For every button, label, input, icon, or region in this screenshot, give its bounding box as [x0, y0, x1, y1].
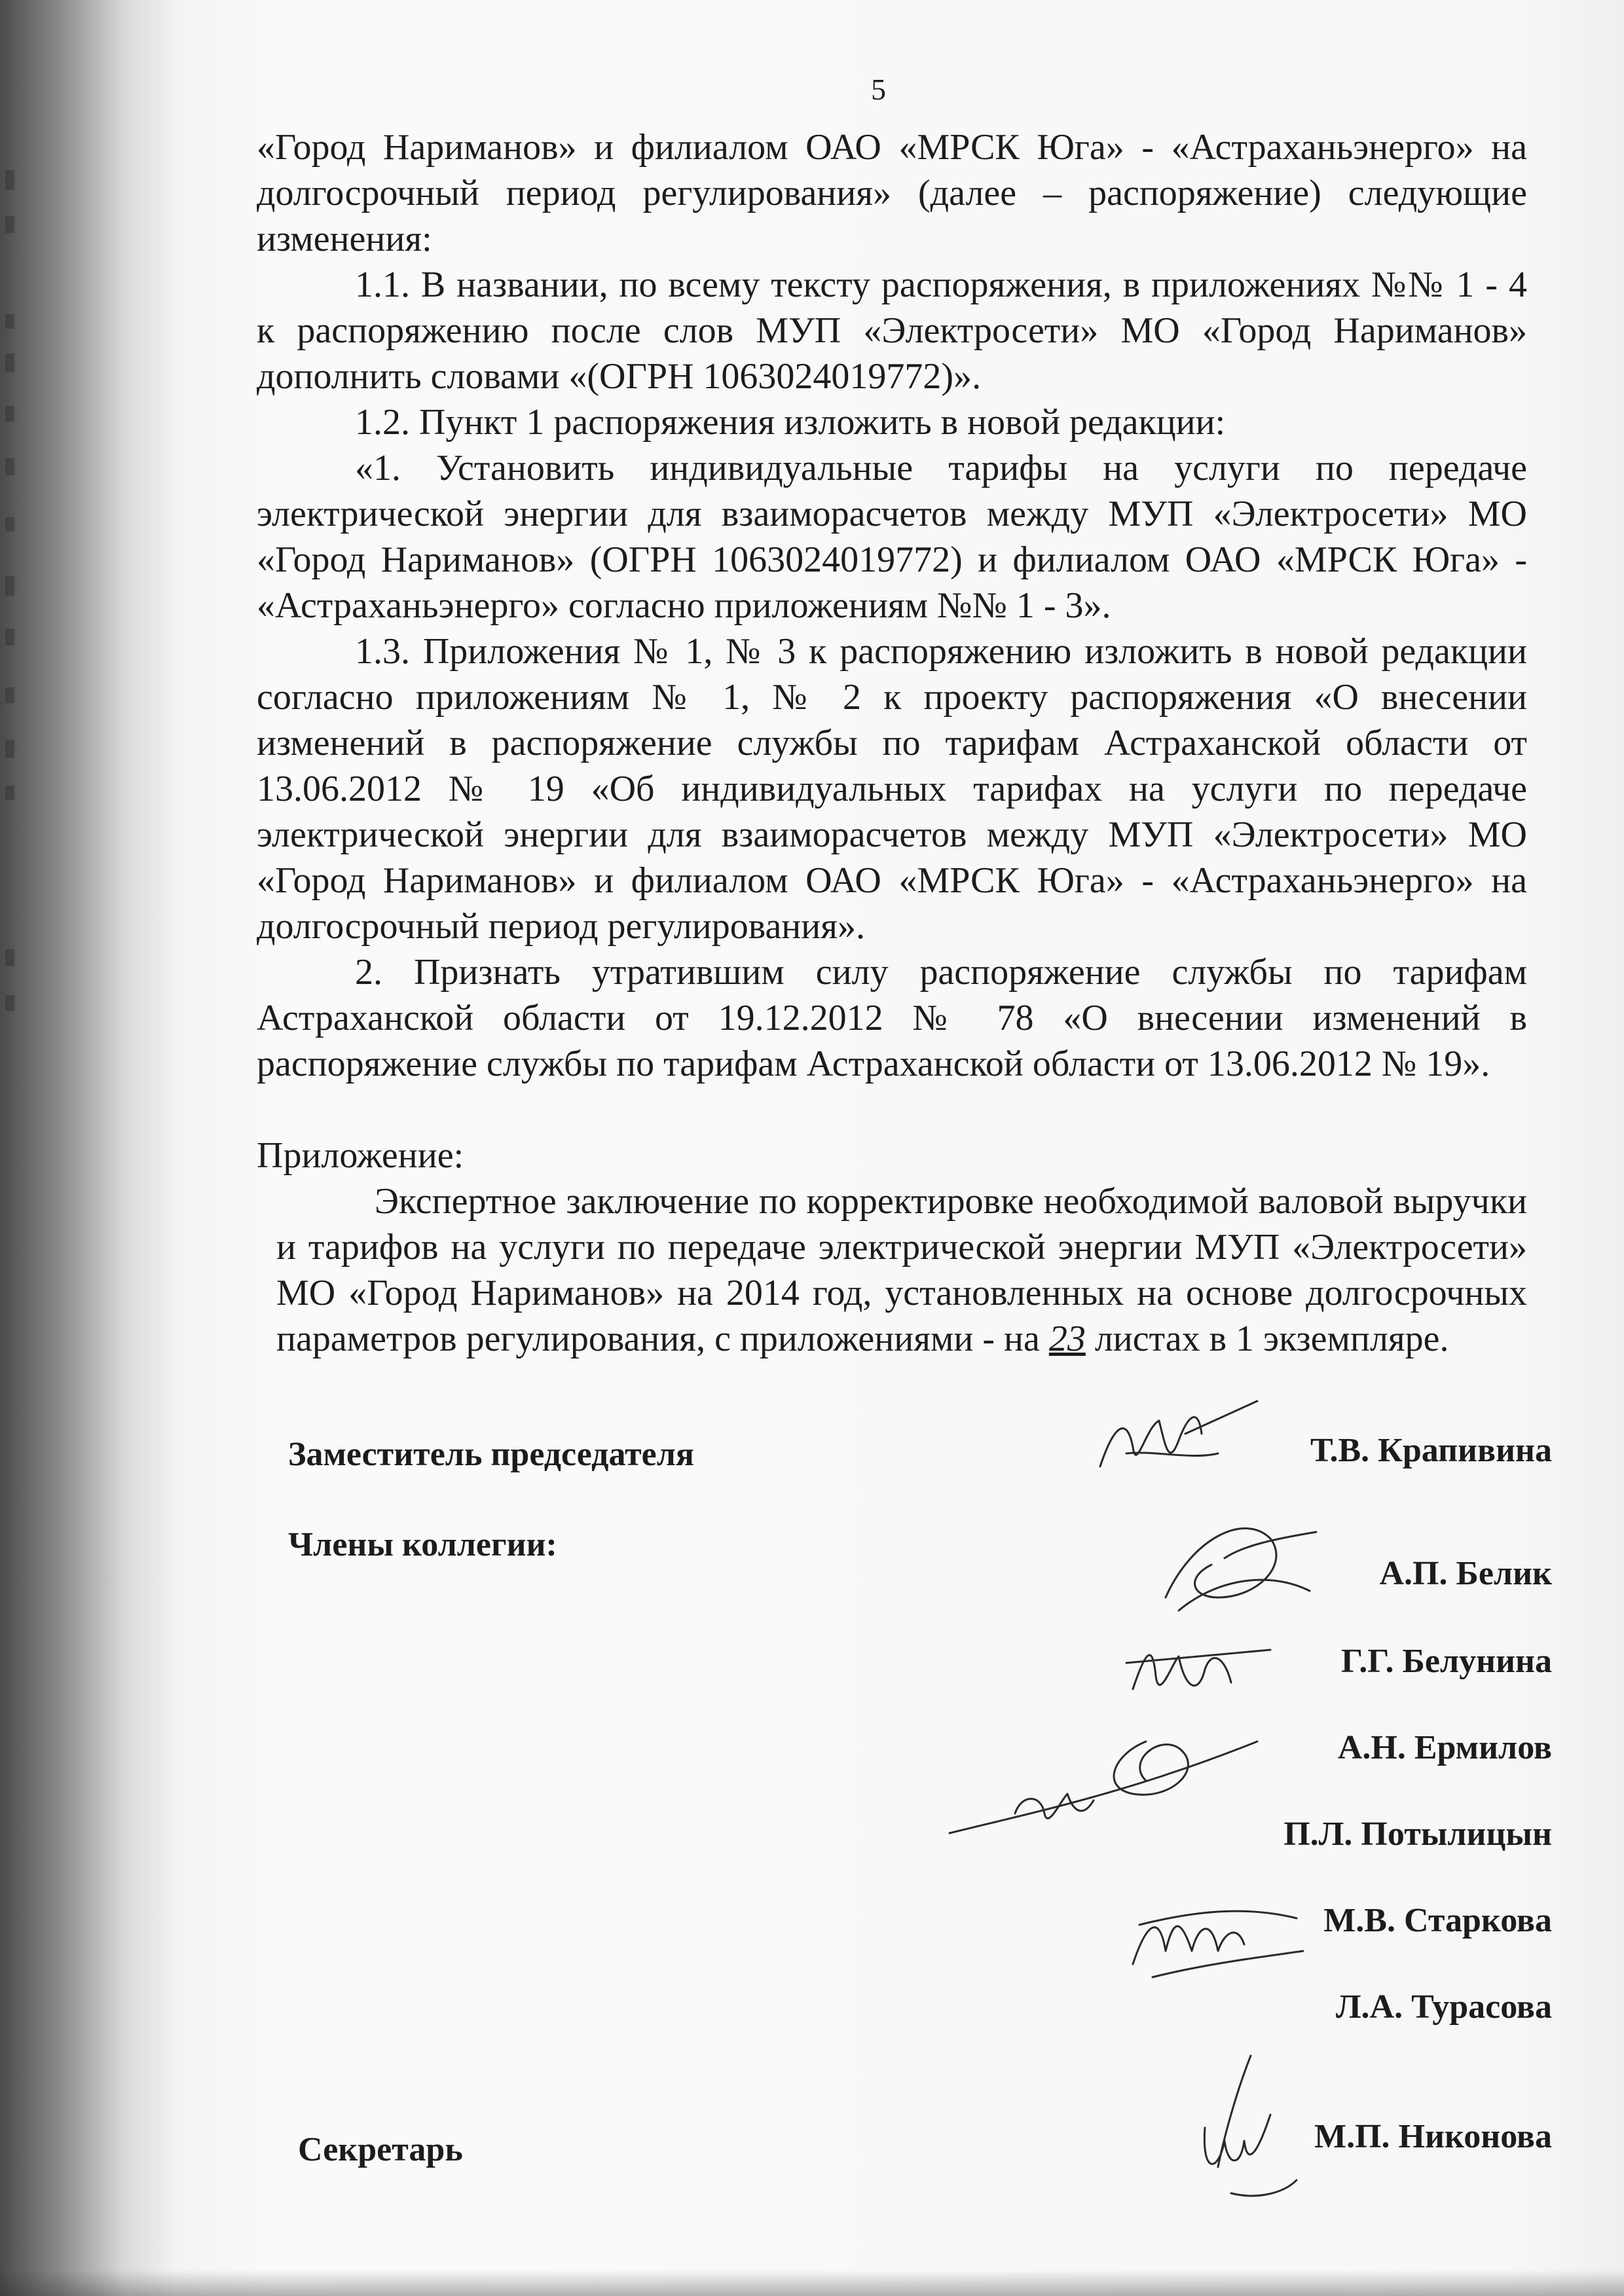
handwritten-signature: [930, 1702, 1297, 1853]
handwritten-signature: [1139, 1499, 1336, 1630]
appendix-text-end: листах в 1 экземпляре.: [1094, 1319, 1449, 1359]
board-member-name: А.Н. Ермилов: [1337, 1729, 1552, 1766]
handwritten-signature: [1113, 1886, 1310, 1990]
board-member-name: Л.А. Турасова: [1335, 1988, 1552, 2026]
scan-margin-shadow: [0, 0, 39, 2296]
appendix-text: [257, 1178, 1527, 1362]
secretary-role: Секретарь: [298, 2131, 463, 2168]
deputy-chair-name: Т.В. Крапивина: [1310, 1432, 1552, 1469]
paragraph-1-1: 1.1. В названии, по всему тексту распоряжения, в приложениях №№ 1 - 4 к распоряжению после слов МУП «Электросети» МО «Город Нариманов» дополнить словами «(ОГРН 1063024019772)».: [257, 264, 1527, 397]
paragraph-quoted-item-1: «1. Установить индивидуальные тарифы на услуги по передаче электрической энергии для взаиморасчетов между МУП «Электросети» МО «Город Нариманов» (ОГРН 1063024019772) и филиалом ОАО «МРСК Юга» - «Астраханьэнерго» согласно приложениям №№ 1 - 3».: [257, 448, 1527, 626]
document-body: [257, 124, 1527, 1362]
board-member-name: Г.Г. Белунина: [1341, 1643, 1552, 1680]
handwritten-signature: [1166, 2043, 1323, 2206]
paragraph-1-2: 1.2. Пункт 1 распоряжения изложить в новой редакции:: [355, 402, 1226, 443]
appendix-text-main: Экспертное заключение по корректировке необходимой валовой выручки и тарифов на услуги по передаче электрической энергии МУП «Электросети» МО «Город Нариманов» на 2014 год, установленных на основе долгосрочных параметров регулирования, с приложениями - на: [276, 1181, 1527, 1359]
board-members-role: Члены коллегии:: [288, 1526, 557, 1563]
board-member-name: П.Л. Потылицын: [1283, 1815, 1552, 1853]
page-number: 5: [871, 73, 886, 106]
paragraph-continuation: «Город Нариманов» и филиалом ОАО «МРСК Юга» - «Астраханьэнерго» на долгосрочный период регулирования» (далее – распоряжение) следующие изменения:: [257, 127, 1527, 259]
deputy-chair-role: Заместитель председателя: [288, 1436, 695, 1473]
handwritten-signature: [1087, 1388, 1283, 1499]
appendix-heading: Приложение:: [257, 1135, 464, 1176]
board-member-name: А.П. Белик: [1379, 1555, 1552, 1592]
secretary-name: М.П. Никонова: [1314, 2118, 1552, 2155]
board-member-name: М.В. Старкова: [1323, 1902, 1552, 1939]
paragraph-1-3: 1.3. Приложения № 1, № 3 к распоряжению изложить в новой редакции согласно приложениям № 1, № 2 к проекту распоряжения «О внесении изменений в распоряжение службы по тарифам Астраханской области от 13.06.2012 № 19 «Об индивидуальных тарифах на услуги по передаче электрической энергии для взаиморасчетов между МУП «Электросети» МО «Город Нариманов» и филиалом ОАО «МРСК Юга» - «Астраханьэнерго» на долгосрочный период регулирования».: [257, 631, 1527, 947]
paragraph-2: 2. Признать утратившим силу распоряжение службы по тарифам Астраханской области от 19.12.2012 № 78 «О внесении изменений в распоряжение службы по тарифам Астраханской области от 13.06.2012 № 19».: [257, 952, 1527, 1084]
appendix-sheet-count: 23: [1048, 1319, 1086, 1359]
scan-bottom-shadow: [0, 2270, 1624, 2296]
